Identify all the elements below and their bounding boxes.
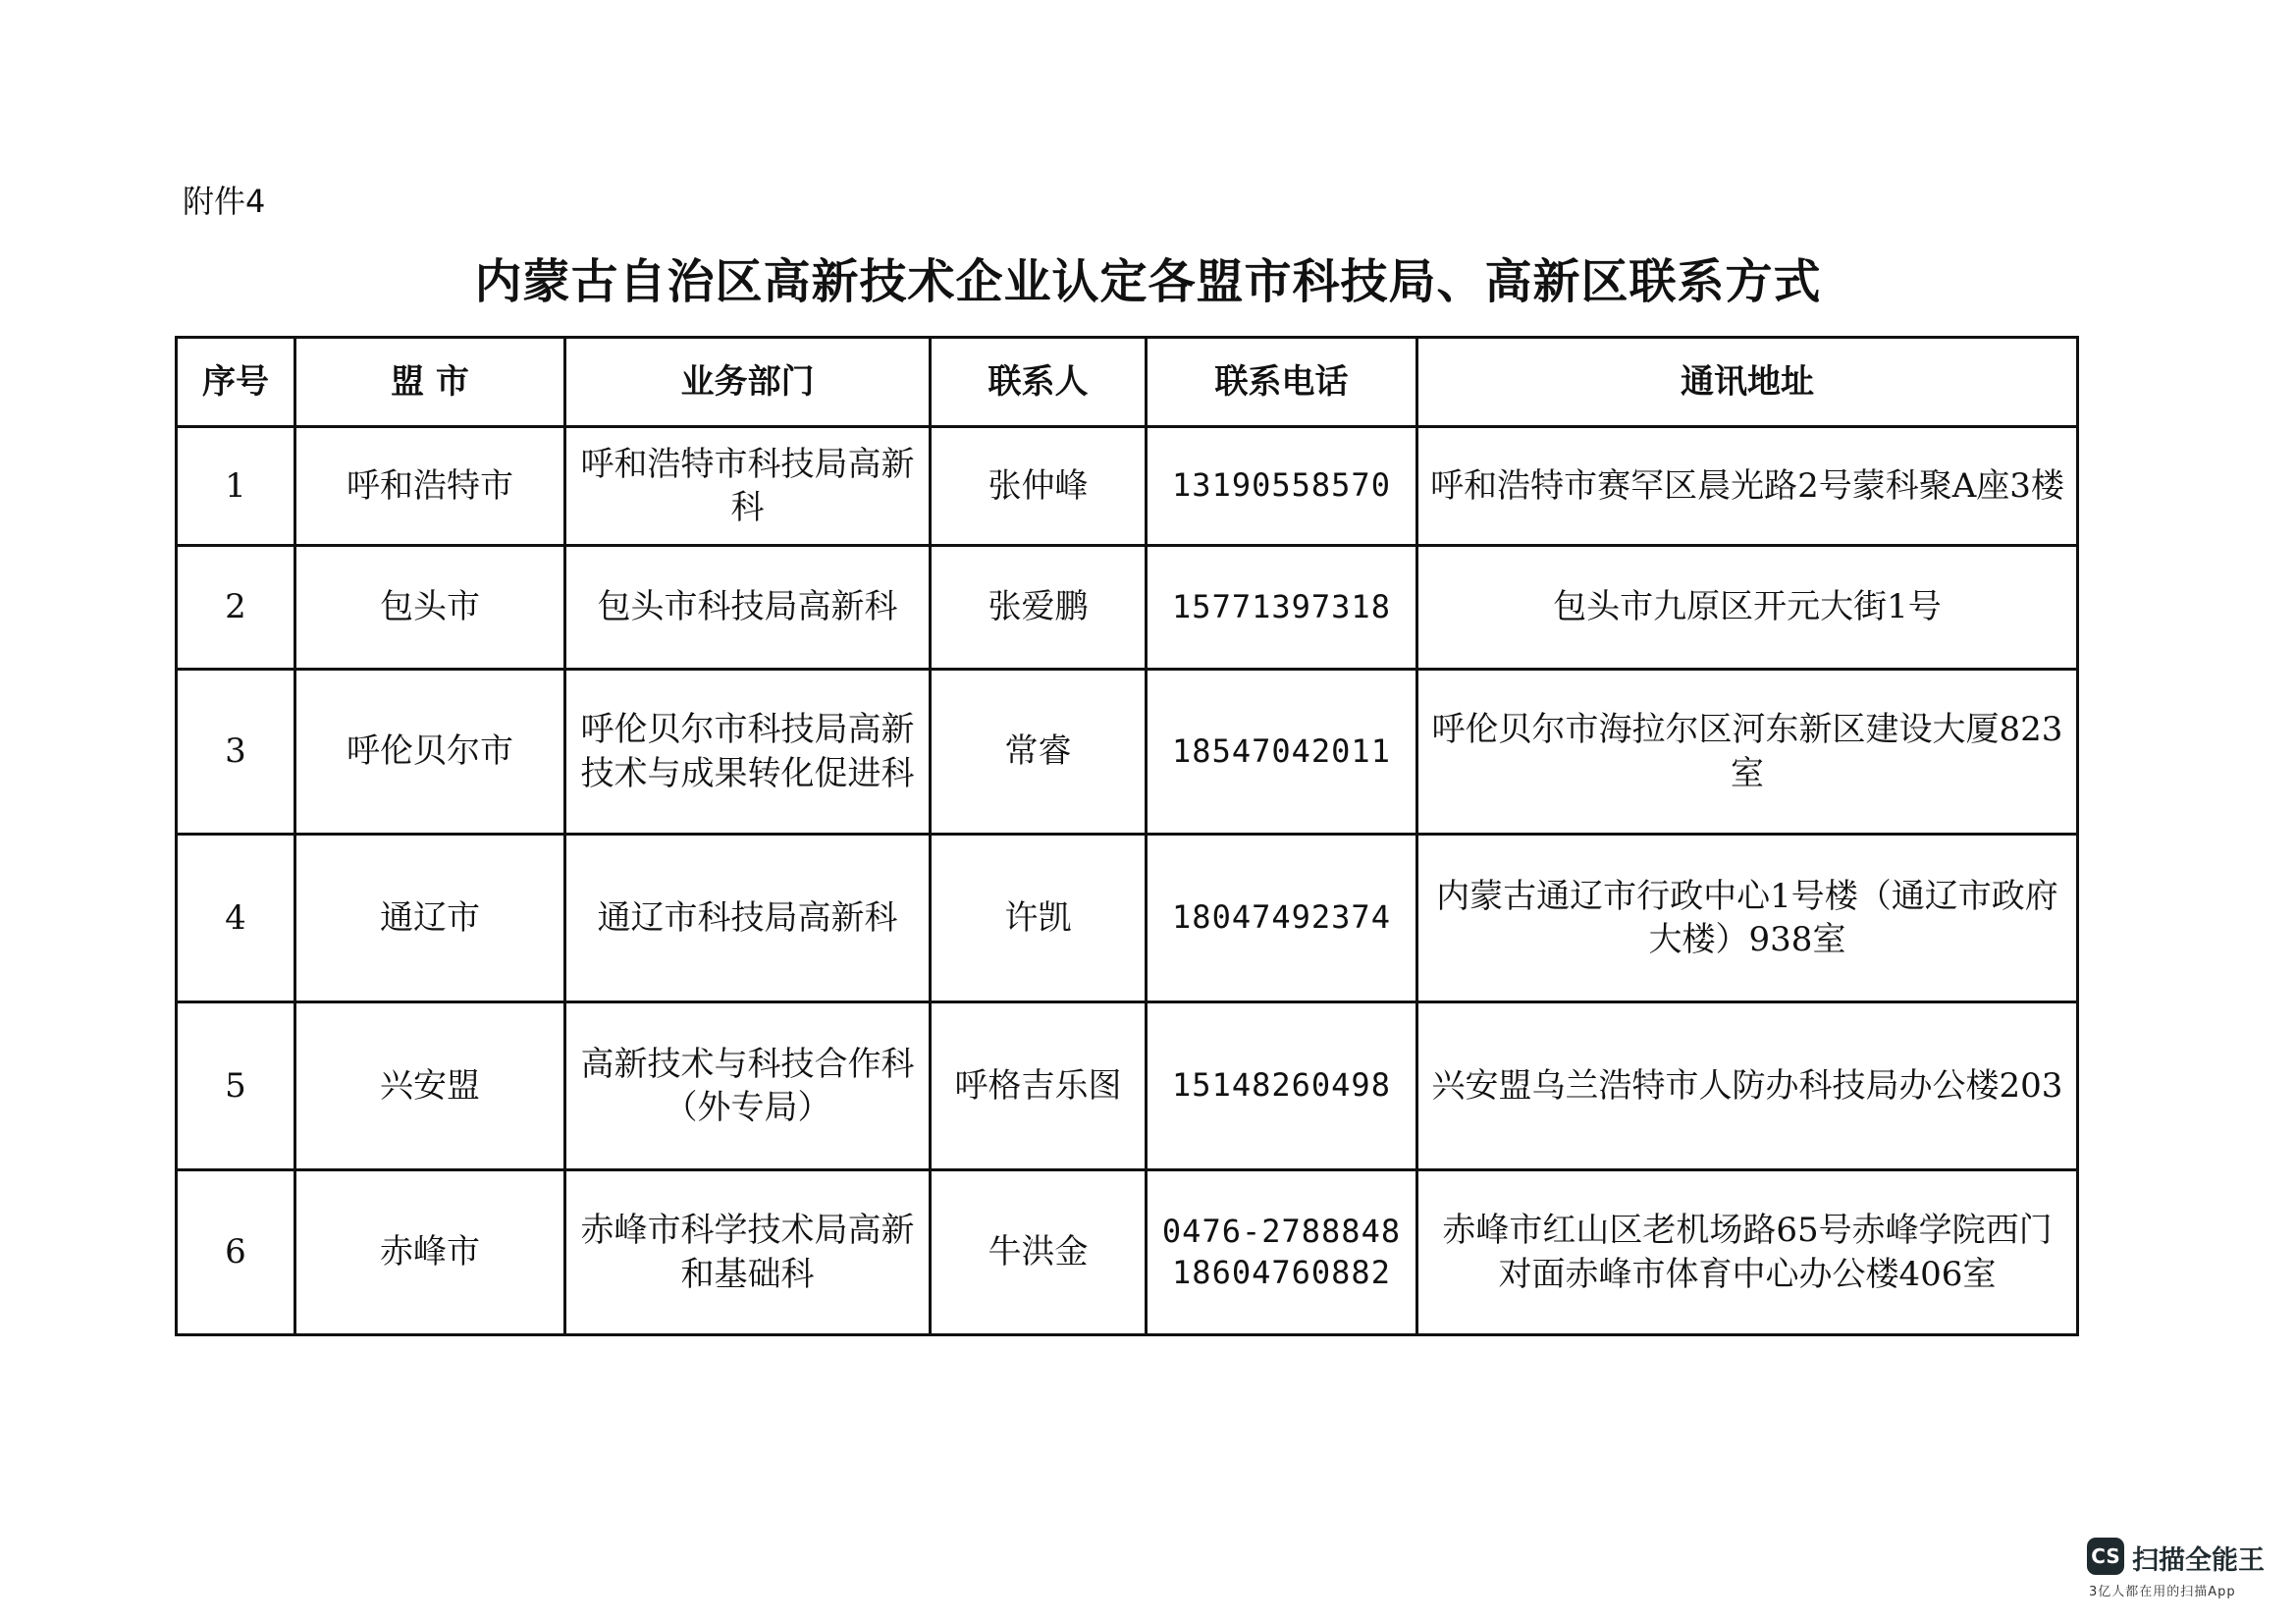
cell-phone: 18047492374 xyxy=(1147,835,1417,1002)
cell-no: 3 xyxy=(177,670,295,835)
header-dept: 业务部门 xyxy=(565,338,931,427)
cell-address: 呼和浩特市赛罕区晨光路2号蒙科聚A座3楼 xyxy=(1417,427,2078,546)
watermark-app-name: 扫描全能王 xyxy=(2132,1545,2265,1576)
cell-phone: 13190558570 xyxy=(1147,427,1417,546)
cell-no: 1 xyxy=(177,427,295,546)
cell-contact: 常睿 xyxy=(931,670,1147,835)
cell-no: 6 xyxy=(177,1170,295,1335)
cell-city: 通辽市 xyxy=(295,835,565,1002)
cell-phone: 0476-2788848 18604760882 xyxy=(1147,1170,1417,1335)
cell-address: 包头市九原区开元大街1号 xyxy=(1417,546,2078,670)
table-row xyxy=(177,1170,2078,1335)
cell-dept: 呼和浩特市科技局高新科 xyxy=(565,427,931,546)
header-phone: 联系电话 xyxy=(1147,338,1417,427)
cell-no: 5 xyxy=(177,1002,295,1170)
cell-contact: 张仲峰 xyxy=(931,427,1147,546)
cell-city: 赤峰市 xyxy=(295,1170,565,1335)
cell-address: 兴安盟乌兰浩特市人防办科技局办公楼203 xyxy=(1417,1002,2078,1170)
cell-address: 呼伦贝尔市海拉尔区河东新区建设大厦823室 xyxy=(1417,670,2078,835)
cell-contact: 呼格吉乐图 xyxy=(931,1002,1147,1170)
cell-phone: 18547042011 xyxy=(1147,670,1417,835)
cell-contact: 张爱鹏 xyxy=(931,546,1147,670)
table-header-row xyxy=(177,338,2078,427)
cell-city: 呼伦贝尔市 xyxy=(295,670,565,835)
cell-phone: 15771397318 xyxy=(1147,546,1417,670)
cell-dept: 呼伦贝尔市科技局高新技术与成果转化促进科 xyxy=(565,670,931,835)
header-no: 序号 xyxy=(177,338,295,427)
cell-contact: 许凯 xyxy=(931,835,1147,1002)
table-row xyxy=(177,427,2078,546)
table-row xyxy=(177,546,2078,670)
watermark-tagline: 3亿人都在用的扫描App xyxy=(2089,1585,2236,1599)
header-address: 通讯地址 xyxy=(1417,338,2078,427)
attachment-label: 附件4 xyxy=(183,183,266,220)
table-row xyxy=(177,1002,2078,1170)
cell-no: 2 xyxy=(177,546,295,670)
header-contact: 联系人 xyxy=(931,338,1147,427)
cell-address: 赤峰市红山区老机场路65号赤峰学院西门对面赤峰市体育中心办公楼406室 xyxy=(1417,1170,2078,1335)
cell-dept: 赤峰市科学技术局高新和基础科 xyxy=(565,1170,931,1335)
cell-phone: 15148260498 xyxy=(1147,1002,1417,1170)
camscanner-logo-icon: CS xyxy=(2087,1538,2124,1575)
cell-dept: 包头市科技局高新科 xyxy=(565,546,931,670)
cell-dept: 高新技术与科技合作科（外专局） xyxy=(565,1002,931,1170)
document-title: 内蒙古自治区高新技术企业认定各盟市科技局、高新区联系方式 xyxy=(474,254,1822,309)
cell-city: 包头市 xyxy=(295,546,565,670)
contacts-table xyxy=(175,336,2079,1336)
cell-city: 兴安盟 xyxy=(295,1002,565,1170)
table-row xyxy=(177,670,2078,835)
cell-dept: 通辽市科技局高新科 xyxy=(565,835,931,1002)
scanner-watermark xyxy=(2087,1534,2283,1602)
cell-city: 呼和浩特市 xyxy=(295,427,565,546)
cell-address: 内蒙古通辽市行政中心1号楼（通辽市政府大楼）938室 xyxy=(1417,835,2078,1002)
cell-no: 4 xyxy=(177,835,295,1002)
header-city: 盟 市 xyxy=(295,338,565,427)
cell-contact: 牛洪金 xyxy=(931,1170,1147,1335)
table-row xyxy=(177,835,2078,1002)
